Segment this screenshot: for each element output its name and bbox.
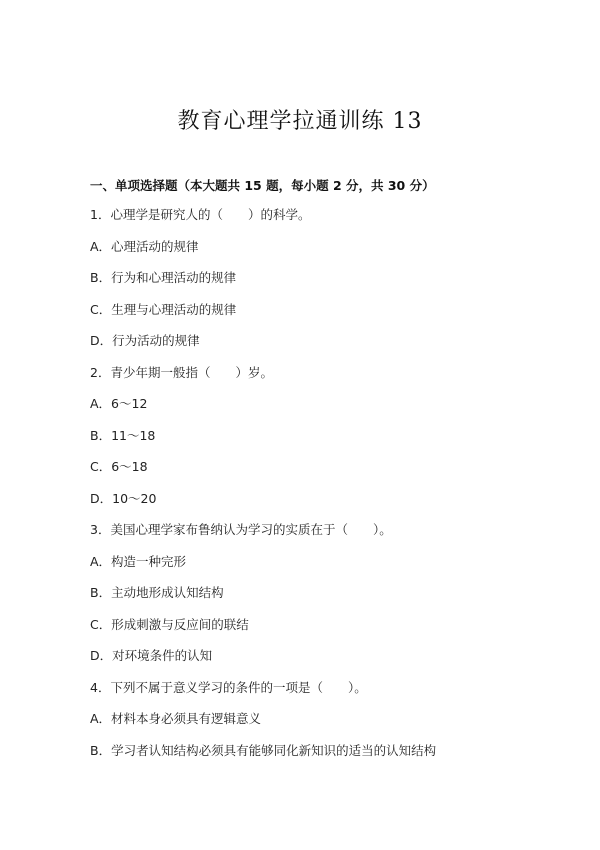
question-2-option-d: D．10～20 — [90, 490, 157, 506]
question-1-option-d: D．行为活动的规律 — [90, 333, 200, 348]
question-3-option-a: A．构造一种完形 — [90, 553, 187, 569]
question-3-option-c: C．形成刺激与反应间的联结 — [90, 616, 249, 632]
question-2-stem: 2．青少年期一般指（ ）岁。 — [90, 364, 273, 380]
question-list — [90, 206, 570, 773]
section-heading: 一、单项选择题（本大题共 15 题，每小题 2 分，共 30 分） — [90, 178, 435, 193]
document-title: 教育心理学拉通训练 13 — [177, 109, 423, 134]
question-4-option-a: A．材料本身必须具有逻辑意义 — [90, 711, 262, 726]
question-4-stem: 4．下列不属于意义学习的条件的一项是（ ）。 — [90, 679, 367, 695]
question-3-option-d: D．对环境条件的认知 — [90, 648, 213, 663]
question-1-option-a: A．心理活动的规律 — [90, 238, 199, 254]
question-2-option-a: A．6～12 — [90, 396, 148, 411]
question-3-option-b: B．主动地形成认知结构 — [90, 585, 224, 600]
question-2-option-b: B．11～18 — [90, 427, 156, 443]
question-1-option-c: C．生理与心理活动的规律 — [90, 301, 237, 317]
question-4-option-b: B．学习者认知结构必须具有能够同化新知识的适当的认知结构 — [90, 742, 437, 758]
question-2-option-c: C．6～18 — [90, 459, 148, 474]
question-1-stem: 1．心理学是研究人的（ ）的科学。 — [90, 207, 311, 222]
question-1-option-b: B．行为和心理活动的规律 — [90, 270, 237, 285]
question-3-stem: 3．美国心理学家布鲁纳认为学习的实质在于（ ）。 — [90, 522, 392, 537]
